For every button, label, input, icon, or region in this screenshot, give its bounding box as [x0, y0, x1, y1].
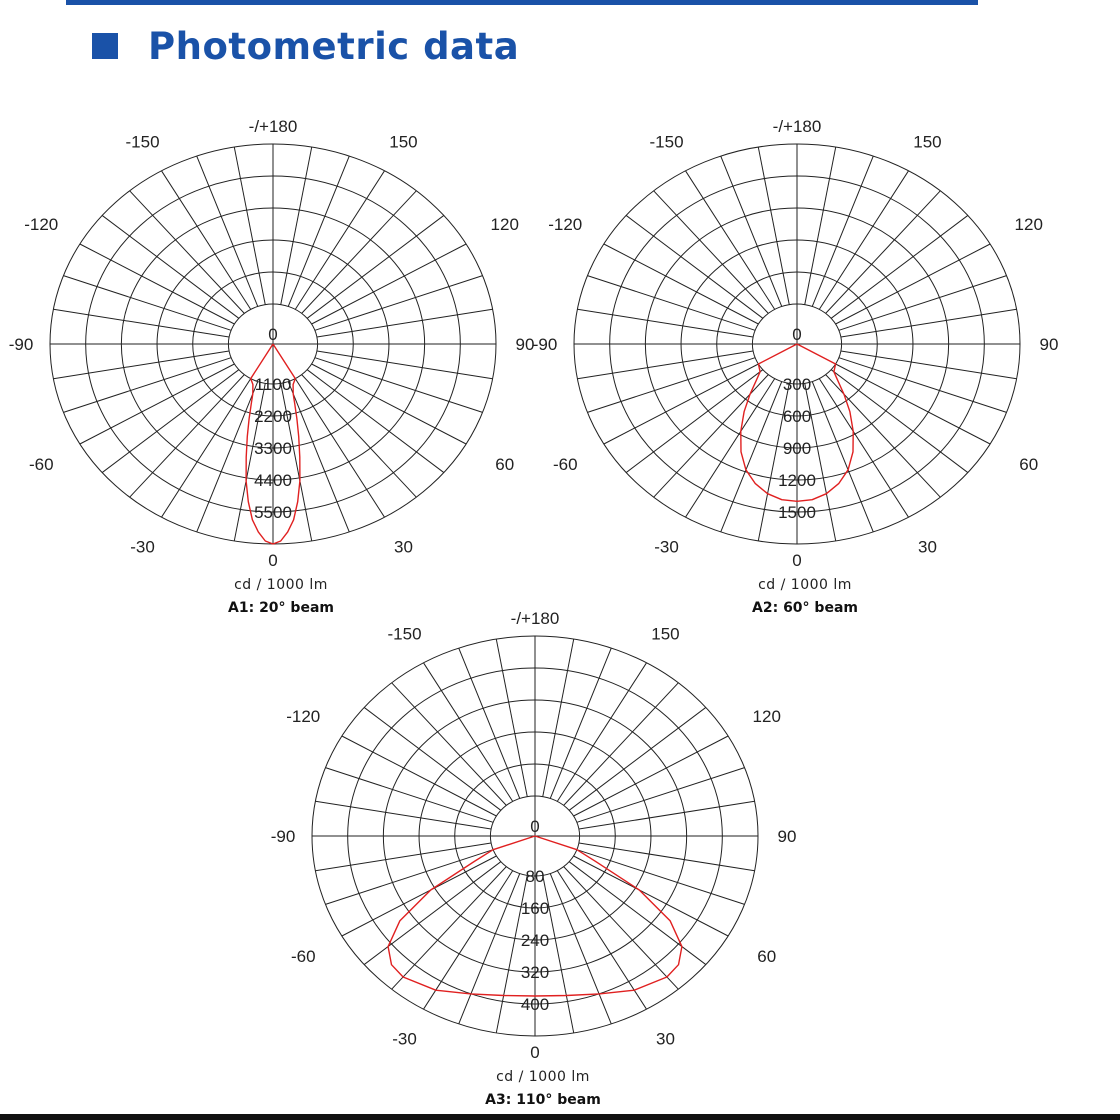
angle-label: -90: [8, 335, 34, 354]
radial-tick-label: 900: [782, 439, 812, 458]
grid-spoke: [587, 276, 755, 331]
grid-spoke: [579, 843, 755, 871]
angle-label: -60: [28, 455, 54, 474]
radial-tick-label: 1200: [778, 471, 816, 490]
grid-spoke: [53, 351, 229, 379]
angle-label: 60: [495, 455, 515, 474]
radial-tick-label: 300: [782, 375, 812, 394]
grid-spoke: [130, 191, 245, 314]
polar-chart-3: [271, 609, 797, 1108]
angle-label: -60: [552, 455, 578, 474]
grid-spoke: [307, 215, 444, 318]
radial-tick-label: 1500: [778, 503, 816, 522]
chart-caption: A3: 110° beam: [485, 1092, 601, 1108]
grid-spoke: [550, 648, 611, 798]
grid-spoke: [364, 707, 501, 810]
grid-spoke: [564, 683, 679, 806]
grid-spoke: [496, 639, 527, 797]
grid-spoke: [288, 382, 349, 532]
grid-spoke: [841, 309, 1017, 337]
polar-chart-2: [533, 117, 1059, 616]
grid-spoke: [654, 191, 769, 314]
bottom-bar: [0, 1114, 1120, 1120]
grid-spoke: [839, 276, 1007, 331]
radial-tick-label: 600: [782, 407, 812, 426]
grid-spoke: [102, 215, 239, 318]
grid-spoke: [307, 370, 444, 473]
grid-spoke: [550, 874, 611, 1024]
angle-label: -/+180: [772, 117, 822, 136]
grid-spoke: [288, 156, 349, 306]
angle-label: 150: [389, 132, 418, 152]
grid-spoke: [459, 648, 520, 798]
angle-label: 90: [1039, 335, 1059, 354]
grid-spoke: [758, 147, 789, 305]
angle-label: 120: [752, 707, 781, 726]
radial-tick-label: 2200: [254, 407, 292, 426]
grid-spoke: [577, 351, 753, 379]
grid-spoke: [564, 867, 679, 990]
angle-label: 150: [913, 132, 942, 152]
angle-label: 120: [490, 215, 519, 234]
grid-spoke: [392, 683, 507, 806]
grid-spoke: [831, 215, 968, 318]
angle-label: -/+180: [248, 117, 298, 136]
grid-spoke: [577, 850, 745, 905]
angle-label: -/+180: [510, 609, 560, 628]
grid-spoke: [317, 309, 493, 337]
grid-spoke: [841, 351, 1017, 379]
unit-caption: cd / 1000 lm: [234, 577, 328, 593]
angle-label: 30: [655, 1029, 675, 1049]
grid-spoke: [325, 768, 493, 823]
grid-spoke: [63, 358, 231, 413]
radial-tick-label: 5500: [254, 503, 292, 522]
polar-chart-1: [9, 117, 535, 616]
grid-spoke: [587, 358, 755, 413]
angle-label: 90: [515, 335, 535, 354]
angle-label: 0: [268, 551, 278, 570]
grid-spoke: [721, 156, 782, 306]
grid-spoke: [364, 862, 501, 965]
grid-spoke: [325, 850, 493, 905]
chart-caption: A1: 20° beam: [228, 600, 334, 616]
radial-tick-label: 3300: [254, 439, 292, 458]
angle-label: 0: [792, 551, 802, 570]
angle-label: -120: [286, 707, 321, 726]
grid-spoke: [626, 215, 763, 318]
angle-label: -90: [532, 335, 558, 354]
chart-caption: A2: 60° beam: [752, 600, 858, 616]
unit-caption: cd / 1000 lm: [496, 1069, 590, 1085]
grid-spoke: [392, 867, 507, 990]
angle-label: -90: [270, 827, 296, 846]
angle-label: -30: [654, 537, 679, 557]
grid-spoke: [315, 843, 491, 871]
grid-spoke: [569, 707, 706, 810]
angle-label: -30: [130, 537, 155, 557]
radial-tick-label: 0: [530, 817, 540, 836]
grid-spoke: [53, 309, 229, 337]
grid-spoke: [826, 191, 941, 314]
grid-spoke: [805, 147, 836, 305]
grid-spoke: [577, 768, 745, 823]
angle-label: 60: [757, 947, 777, 966]
grid-spoke: [63, 276, 231, 331]
grid-spoke: [839, 358, 1007, 413]
radial-tick-label: 320: [520, 963, 550, 982]
angle-label: 90: [777, 827, 797, 846]
angle-label: 150: [651, 624, 680, 644]
angle-label: -60: [290, 947, 316, 966]
radial-tick-label: 80: [525, 867, 545, 886]
angle-label: 120: [1014, 215, 1043, 234]
angle-label: -120: [548, 215, 583, 234]
grid-spoke: [234, 147, 265, 305]
grid-spoke: [302, 191, 417, 314]
radial-tick-label: 4400: [254, 471, 292, 490]
grid-spoke: [130, 375, 245, 498]
angle-label: -30: [392, 1029, 417, 1049]
grid-spoke: [317, 351, 493, 379]
section-title: Photometric data: [148, 24, 520, 68]
angle-label: 30: [917, 537, 937, 557]
radial-tick-label: 160: [520, 899, 550, 918]
unit-caption: cd / 1000 lm: [758, 577, 852, 593]
angle-label: -150: [649, 132, 684, 152]
grid-spoke: [812, 382, 873, 532]
grid-spoke: [197, 382, 258, 532]
grid-spoke: [315, 801, 491, 829]
angle-label: 0: [530, 1043, 540, 1062]
grid-spoke: [812, 156, 873, 306]
grid-spoke: [302, 375, 417, 498]
radial-tick-label: 400: [520, 995, 550, 1014]
grid-spoke: [102, 370, 239, 473]
angle-label: 30: [393, 537, 413, 557]
grid-spoke: [315, 276, 483, 331]
grid-spoke: [197, 156, 258, 306]
grid-spoke: [543, 639, 574, 797]
radial-tick-label: 1100: [254, 375, 292, 394]
grid-spoke: [577, 309, 753, 337]
radial-tick-label: 0: [792, 325, 802, 344]
grid-spoke: [721, 382, 782, 532]
radial-tick-label: 0: [268, 325, 278, 344]
angle-label: -150: [387, 624, 422, 644]
angle-label: 60: [1019, 455, 1039, 474]
angle-label: -150: [125, 132, 160, 152]
angle-label: -120: [24, 215, 59, 234]
grid-spoke: [579, 801, 755, 829]
grid-spoke: [281, 147, 312, 305]
radial-tick-label: 240: [520, 931, 550, 950]
grid-spoke: [569, 862, 706, 965]
grid-spoke: [315, 358, 483, 413]
grid-spoke: [459, 874, 520, 1024]
